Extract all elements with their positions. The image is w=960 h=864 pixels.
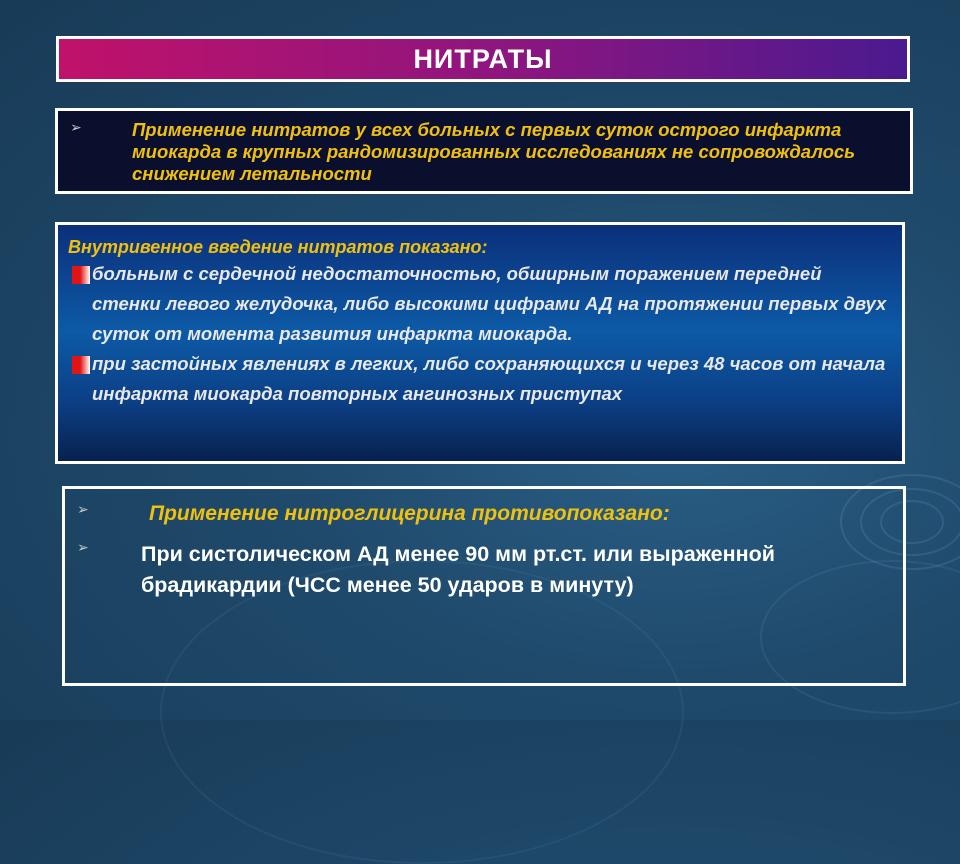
indication-item [68, 259, 888, 349]
indication-text: больным с сердечной недостаточностью, обширным поражением передней стенки левого желудочка, либо высокими цифрами АД на протяжении первых двух суток от момента развития инфаркта миокарда. [92, 263, 887, 344]
slide-title: НИТРАТЫ [413, 43, 553, 74]
statement-text: Применение нитратов у всех больных с первых суток острого инфаркта миокарда в крупных рандомизированных исследованиях не сопровождалось снижением летальности [132, 119, 856, 184]
arrow-bullet-icon: ➢ [70, 119, 82, 135]
slide-title-bar [56, 36, 910, 82]
indications-box [55, 222, 905, 464]
contraindications-box [62, 486, 906, 686]
contraindications-heading: Применение нитроглицерина противопоказано: [149, 502, 670, 525]
arrow-bullet-icon: ➢ [77, 539, 89, 555]
square-bullet-icon [72, 356, 90, 374]
indication-item [68, 349, 888, 409]
statement-box [55, 108, 913, 194]
indications-heading: Внутривенное введение нитратов показано: [68, 237, 488, 257]
indication-text: при застойных явлениях в легких, либо сохраняющихся и через 48 часов от начала инфаркта миокарда повторных ангинозных приступах [92, 353, 886, 404]
arrow-bullet-icon: ➢ [77, 501, 89, 517]
square-bullet-icon [72, 266, 90, 284]
contraindication-text: При систолическом АД менее 90 мм рт.ст. или выраженной брадикардии (ЧСС менее 50 ударов в минуту) [141, 542, 775, 597]
